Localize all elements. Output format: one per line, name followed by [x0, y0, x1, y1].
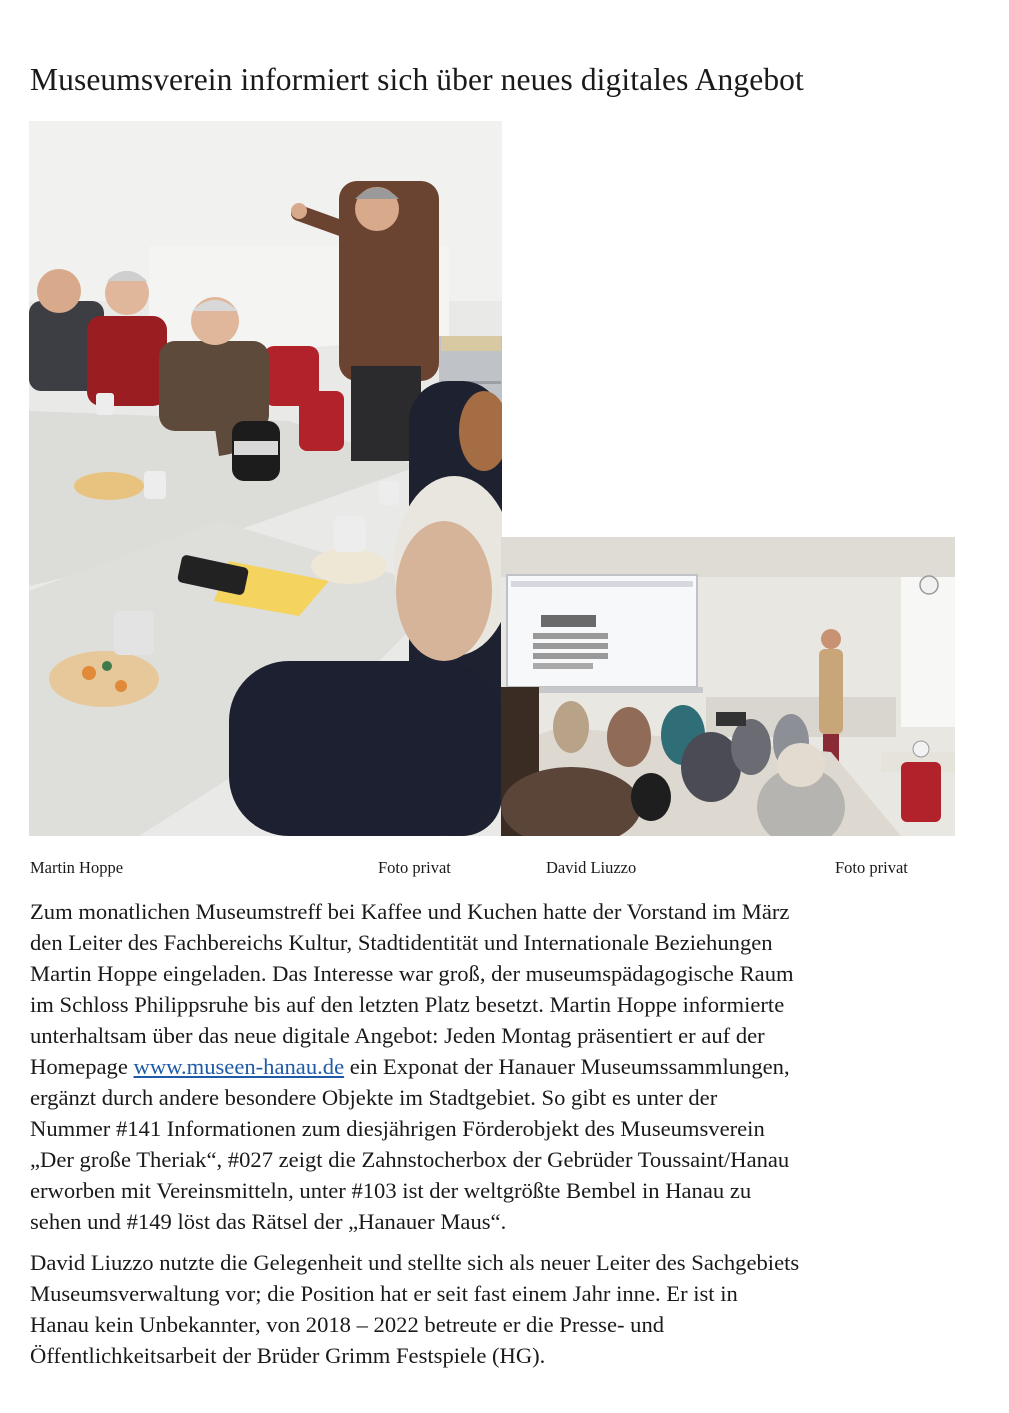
photo-david-liuzzo [501, 537, 955, 836]
text-line: im Schloss Philippsruhe bis auf den letzten Platz besetzt. Martin Hoppe informierte [30, 992, 785, 1017]
text-segment: Homepage [30, 1054, 134, 1079]
caption-credit-right: Foto privat [835, 858, 908, 877]
article-body [30, 896, 990, 1371]
photo-martin-hoppe [29, 121, 502, 836]
text-line: „Der große Theriak“, #027 zeigt die Zahnstocherbox der Gebrüder Toussaint/Hanau [30, 1147, 790, 1172]
article-headline: Museumsverein informiert sich über neues digitales Angebot [30, 62, 804, 97]
text-line-with-link [30, 1051, 990, 1082]
paragraph-1 [30, 896, 990, 1237]
text-line: Hanau kein Unbekannter, von 2018 – 2022 betreute er die Presse- und [30, 1312, 665, 1337]
text-line: ergänzt durch andere besondere Objekte im Stadtgebiet. So gibt es unter der [30, 1085, 718, 1110]
text-line: Öffentlichkeitsarbeit der Brüder Grimm Festspiele (HG). [30, 1343, 546, 1368]
caption-name-right: David Liuzzo [546, 858, 637, 877]
caption-name-left: Martin Hoppe [30, 858, 124, 877]
text-line: Museumsverwaltung vor; die Position hat er seit fast einem Jahr inne. Er ist in [30, 1281, 738, 1306]
paragraph-2 [30, 1247, 990, 1371]
caption-credit-left: Foto privat [378, 858, 451, 877]
text-segment: ein Exponat der Hanauer Museumssammlungen, [344, 1054, 790, 1079]
text-line: sehen und #149 löst das Rätsel der „Hanauer Maus“. [30, 1209, 507, 1234]
text-line: Martin Hoppe eingeladen. Das Interesse war groß, der museumspädagogische Raum [30, 961, 794, 986]
text-line: den Leiter des Fachbereichs Kultur, Stadtidentität und Internationale Beziehungen [30, 930, 773, 955]
text-line: unterhaltsam über das neue digitale Angebot: Jeden Montag präsentiert er auf der [30, 1023, 765, 1048]
text-line: Nummer #141 Informationen zum diesjährigen Förderobjekt des Museumsverein [30, 1116, 765, 1141]
text-line: Zum monatlichen Museumstreff bei Kaffee und Kuchen hatte der Vorstand im März [30, 899, 790, 924]
text-line: erworben mit Vereinsmitteln, unter #103 ist der weltgrößte Bembel in Hanau zu [30, 1178, 752, 1203]
museum-website-link[interactable]: www.museen-hanau.de [133, 1054, 345, 1079]
text-line: David Liuzzo nutzte die Gelegenheit und stellte sich als neuer Leiter des Sachgebiets [30, 1250, 800, 1275]
